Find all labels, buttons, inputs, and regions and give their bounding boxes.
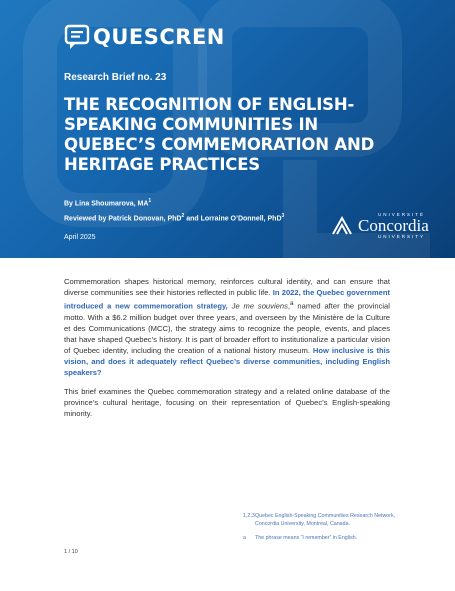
footnote-text: Quebec English-Speaking Communities Research Network, Concordia University, Montreal, Canada. bbox=[255, 513, 396, 527]
cover-banner bbox=[0, 0, 455, 258]
reviewer-1-marker: 2 bbox=[181, 213, 185, 220]
footnote-marker: 1,2,3 bbox=[243, 513, 255, 519]
footnote bbox=[243, 534, 413, 542]
concordia-crest-icon bbox=[330, 214, 354, 238]
publication-date: April 2025 bbox=[64, 234, 96, 241]
motto-italic: Je me souviens bbox=[231, 301, 288, 311]
author-name: By Lina Shoumarova, MA bbox=[64, 200, 149, 208]
highlight-question: How inclusive is this vision, and does it adequately reflect Quebec’s diverse communities, including English speakers? bbox=[64, 345, 390, 377]
speech-bubble-logo-icon bbox=[64, 24, 90, 50]
intro-text: Commemoration shapes historical memory, reinforces cultural identity, and can ensure that diverse communities see their histories reflected in public life. bbox=[64, 277, 390, 297]
brief-number: Research Brief no. 23 bbox=[64, 72, 167, 83]
reviewer-2: and Lorraine O’Donnell, PhD bbox=[184, 215, 282, 223]
footnote-text: The phrase means “I remember” in English. bbox=[255, 535, 358, 541]
paragraph-intro bbox=[64, 276, 390, 378]
footnote-marker: a bbox=[243, 535, 246, 541]
intro-continued: named after the provincial motto. With a $6.2 million budget over three years, and overseen by the Ministère de la Culture et des Communications (MCC), the strategy aims to recognize the people, events, and places that have shaped Quebec’s history. It is part of broader effort to institutionalize a particular vision of Quebec identity, including the creation of a national history museum. bbox=[64, 301, 390, 355]
reviewer-line bbox=[64, 210, 284, 225]
author-block bbox=[64, 195, 284, 226]
logo-text: QUESCREN bbox=[93, 25, 225, 49]
footnote-marker-a: a bbox=[290, 300, 294, 307]
footnote bbox=[243, 512, 413, 528]
intro-comma: , bbox=[287, 301, 290, 311]
concordia-university: UNIVERSITY bbox=[378, 234, 426, 239]
paragraph-scope: This brief examines the Quebec commemoration strategy and a related online database of the province’s cultural heritage, focusing on their representation of Quebec’s English-speaking minority. bbox=[64, 386, 390, 418]
concordia-universite: UNIVERSITÉ bbox=[378, 212, 426, 217]
concordia-name: Concordia bbox=[358, 216, 429, 235]
footnotes bbox=[243, 512, 413, 548]
body-text bbox=[64, 276, 390, 427]
author-line bbox=[64, 195, 284, 210]
page-title: THE RECOGNITION OF ENGLISH-SPEAKING COMMUNITIES IN QUEBEC’S COMMEMORATION AND HERITAGE PRACTICES bbox=[64, 95, 375, 174]
quescren-logo bbox=[64, 24, 225, 50]
reviewer-1: Reviewed by Patrick Donovan, PhD bbox=[64, 215, 182, 223]
reviewer-2-marker: 3 bbox=[281, 213, 285, 220]
author-affiliation-marker: 1 bbox=[148, 198, 152, 204]
highlight-strategy: In 2022, the Quebec government introduced a new commemoration strategy, bbox=[64, 288, 390, 311]
page-number: 1 / 10 bbox=[64, 549, 78, 555]
concordia-logo bbox=[330, 212, 429, 239]
